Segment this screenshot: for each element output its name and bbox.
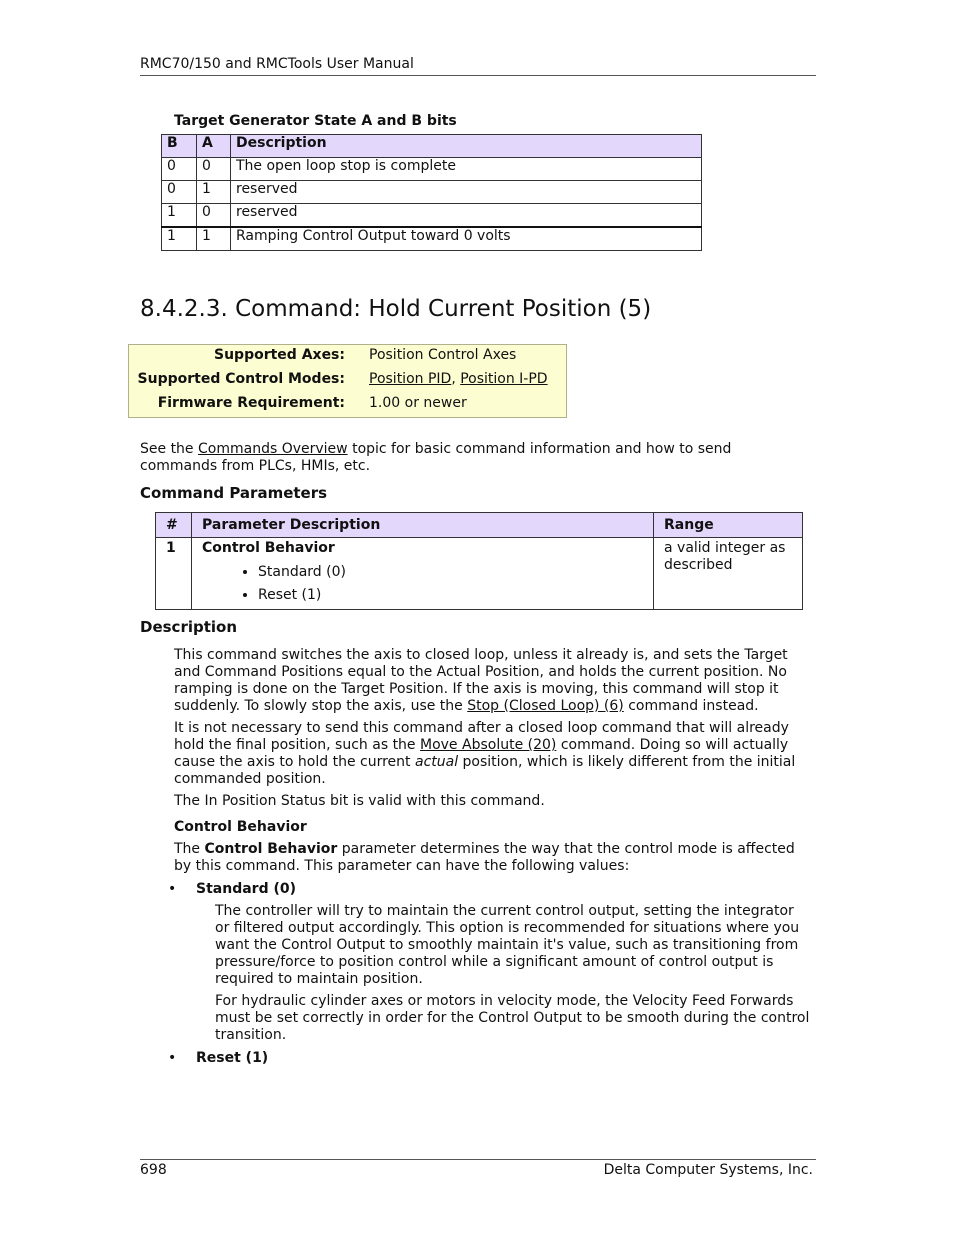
command-parameters-table [155, 512, 803, 610]
cell-a: 1 [197, 181, 231, 204]
cell-a: 0 [197, 158, 231, 181]
cell-b: 0 [162, 181, 197, 204]
col-header-number: # [156, 513, 192, 538]
intro-paragraph [140, 441, 800, 475]
desc-p2-text-pre: It is not necessary to send this command after a closed loop command that will already hold the final position, such as the [174, 720, 789, 753]
table-row [162, 204, 702, 228]
description-paragraph-3: The In Position Status bit is valid with this command. [174, 793, 545, 809]
table-row [162, 158, 702, 181]
cell-description: The open loop stop is complete [231, 158, 702, 181]
col-header-range: Range [654, 513, 803, 538]
firmware-value: 1.00 or newer [369, 395, 467, 411]
description-paragraph-1 [174, 647, 806, 715]
list-item: • Reset (1) [258, 584, 643, 607]
stop-closed-loop-link[interactable]: Stop (Closed Loop) (6) [467, 698, 624, 714]
description-paragraph-2 [174, 720, 806, 788]
table-row [156, 538, 803, 610]
standard-label: Standard (0) [196, 881, 296, 897]
col-header-b: B [162, 135, 197, 158]
bits-table [161, 134, 702, 251]
control-behavior-intro [174, 841, 806, 875]
table-row [162, 181, 702, 204]
param-description-cell [192, 538, 654, 610]
list-item: • Standard (0) [258, 561, 643, 584]
description-heading: Description [140, 618, 238, 636]
support-info-box [128, 344, 567, 418]
footer-rule [140, 1159, 816, 1160]
firmware-label: Firmware Requirement: [157, 395, 345, 411]
param-number: 1 [156, 538, 192, 610]
cell-description: reserved [231, 181, 702, 204]
running-header: RMC70/150 and RMCTools User Manual [140, 56, 414, 72]
supported-axes-label: Supported Axes: [214, 347, 345, 363]
cb-intro-text-pre: The [174, 841, 205, 857]
command-parameters-heading: Command Parameters [140, 484, 328, 502]
cell-description: Ramping Control Output toward 0 volts [231, 227, 702, 251]
cell-description: reserved [231, 204, 702, 228]
param-name: Control Behavior [202, 540, 335, 556]
table-row [162, 227, 702, 251]
params-table-header-row [156, 513, 803, 538]
desc-p2-text-post: position, which is likely different from the initial commanded position. [174, 754, 796, 787]
desc-p2-text-mid: command. Doing so will actually cause the axis to hold the current [174, 737, 789, 770]
cb-intro-text-post: parameter determines the way that the control mode is affected by this command. This parameter can have the following values: [174, 841, 795, 874]
cell-a: 0 [197, 204, 231, 228]
supported-modes-value [369, 371, 548, 388]
footer-company: Delta Computer Systems, Inc. [603, 1162, 813, 1178]
move-absolute-link[interactable]: Move Absolute (20) [420, 737, 557, 753]
supported-axes-value: Position Control Axes [369, 347, 517, 363]
cell-b: 0 [162, 158, 197, 181]
position-pid-link[interactable]: Position PID [369, 371, 452, 387]
desc-p1-text-post: command instead. [623, 698, 759, 714]
supported-modes-label: Supported Control Modes: [137, 371, 345, 387]
standard-paragraph-2: For hydraulic cylinder axes or motors in velocity mode, the Velocity Feed Forwards must be set correctly in order for the Control Output to be smooth during the control transition. [215, 993, 810, 1043]
cell-b: 1 [162, 227, 197, 251]
desc-p2-emphasis: actual [414, 754, 459, 770]
col-header-a: A [197, 135, 231, 158]
position-ipd-link[interactable]: Position I-PD [460, 371, 548, 387]
desc-p1-text-pre: This command switches the axis to closed loop, unless it already is, and sets the Target and Command Positions equal to the Actual Position, and holds the current position. No ramping is done on the Target Position. If the axis is moving, this command will stop it suddenly. To slowly stop the axis, use the [174, 647, 788, 714]
param-options-list [202, 561, 643, 607]
col-header-description: Description [231, 135, 702, 158]
header-rule [140, 75, 816, 76]
bits-table-header-row [162, 135, 702, 158]
modes-separator: , [451, 371, 456, 387]
intro-text-post: topic for basic command information and how to send commands from PLCs, HMIs, etc. [140, 441, 732, 474]
reset-label: Reset (1) [196, 1050, 269, 1066]
bullet-icon: • [168, 1050, 177, 1066]
cb-intro-bold: Control Behavior [204, 841, 338, 857]
bullet-icon: • [168, 881, 177, 897]
cell-b: 1 [162, 204, 197, 228]
bits-table-caption: Target Generator State A and B bits [174, 113, 457, 129]
intro-text-pre: See the [140, 441, 198, 457]
col-header-parameter-description: Parameter Description [192, 513, 654, 538]
cell-a: 1 [197, 227, 231, 251]
control-behavior-heading: Control Behavior [174, 819, 307, 835]
standard-paragraph-1: The controller will try to maintain the current control output, setting the integrator or filtered output accordingly. This option is recommended for situations where you want the Control Output to smoothly maintain it's value, such as transitioning from pressure/force to position control while a significant amount of control output is required to maintain position. [215, 903, 800, 987]
commands-overview-link[interactable]: Commands Overview [198, 441, 348, 457]
page-number: 698 [140, 1162, 167, 1178]
param-range: a valid integer as described [654, 538, 803, 610]
section-title: 8.4.2.3. Command: Hold Current Position (5) [140, 296, 652, 322]
